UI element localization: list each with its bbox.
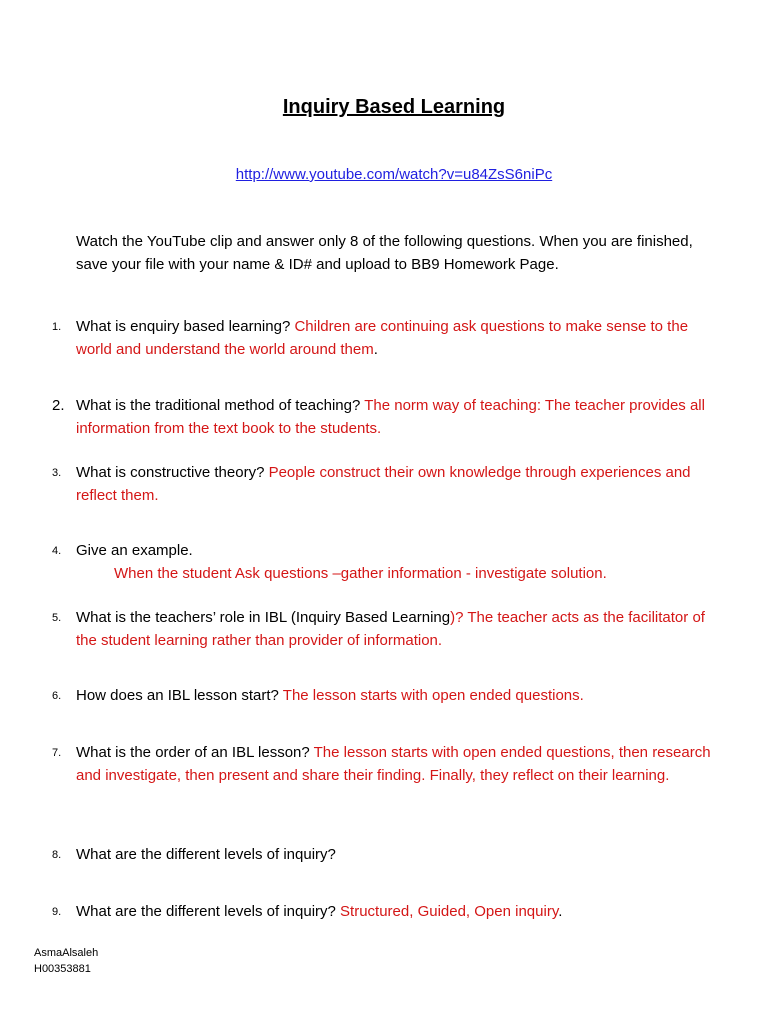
question-number: 5. <box>52 612 62 624</box>
question-number: 3. <box>52 467 62 479</box>
question-text <box>76 607 726 652</box>
question-text <box>76 685 726 708</box>
answer-text: When the student Ask questions –gather information - investigate solution. <box>114 564 607 582</box>
question-prompt: Give an example. <box>76 542 193 559</box>
question-text <box>76 395 726 440</box>
answer-text: )? The teacher acts as the facilitator of the student learning rather than provider of information. <box>76 609 705 649</box>
question-number: 8. <box>52 849 62 861</box>
question-text <box>76 901 726 924</box>
instructions-paragraph: Watch the YouTube clip and answer only 8 of the following questions. When you are finished, save your file with your name & ID# and upload to BB9 Homework Page. <box>76 233 693 273</box>
question-prompt: What is constructive theory? <box>76 464 269 481</box>
question-number: 9. <box>52 906 62 918</box>
question-text <box>76 316 726 361</box>
answer-text: The lesson starts with open ended questions, then research and investigate, then present and share their finding. Finally, they reflect on their learning. <box>76 744 711 784</box>
question-prompt: What is the teachers’ role in IBL (Inquiry Based Learning <box>76 609 451 626</box>
youtube-link[interactable]: http://www.youtube.com/watch?v=u84ZsS6niPc <box>235 166 553 183</box>
question-number: 7. <box>52 747 62 759</box>
question-number: 1. <box>52 321 62 333</box>
answer-text: Children are continuing ask questions to make sense to the world and understand the world around them <box>76 318 689 358</box>
question-prompt: What is the traditional method of teaching? <box>76 397 365 414</box>
author-name: AsmaAlsaleh <box>34 947 99 959</box>
question-prompt: How does an IBL lesson start? <box>76 687 283 704</box>
question-prompt: What is enquiry based learning? <box>76 318 295 335</box>
question-trailing: . <box>373 340 378 358</box>
question-number: 2. <box>52 397 65 414</box>
question-number: 6. <box>52 690 62 702</box>
question-text <box>76 742 726 787</box>
question-text <box>76 844 726 867</box>
author-id: H00353881 <box>34 963 91 975</box>
answer-text: The norm way of teaching: The teacher provides all information from the text book to the students. <box>76 397 705 437</box>
question-text <box>76 462 726 507</box>
question-prompt: What are the different levels of inquiry? <box>76 903 341 920</box>
page-title: Inquiry Based Learning <box>282 96 506 118</box>
answer-text: Structured, Guided, Open inquiry <box>340 903 559 920</box>
question-prompt: What is the order of an IBL lesson? <box>76 744 314 761</box>
answer-text: People construct their own knowledge through experiences and reflect them. <box>76 464 691 504</box>
question-number: 4. <box>52 545 62 557</box>
footer <box>34 945 98 977</box>
question-prompt: What are the different levels of inquiry? <box>76 846 336 863</box>
question-text <box>76 540 726 585</box>
answer-text: The lesson starts with open ended questions. <box>282 687 584 704</box>
question-trailing: . <box>558 903 563 920</box>
